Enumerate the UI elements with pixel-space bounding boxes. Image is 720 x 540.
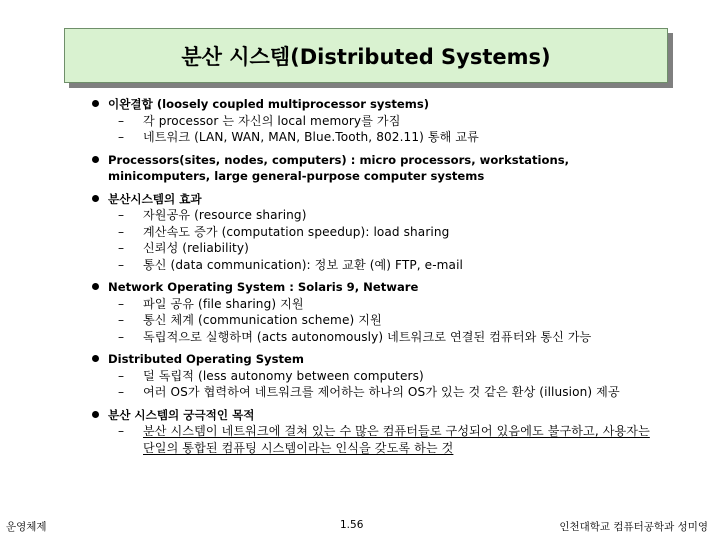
sub-list (108, 423, 663, 456)
footer-author: 인천대학교 컴퓨터공학과 성미영 (559, 521, 708, 533)
bullet-network-os (91, 279, 663, 345)
slide-title-box (64, 28, 668, 83)
sub-item: – 계산속도 증가 (computation speedup): load sharing (108, 224, 663, 241)
sub-list (108, 207, 663, 273)
sub-item: – 여러 OS가 협력하여 네트워크를 제어하는 하나의 OS가 있는 것 같은 환상 (illusion) 제공 (108, 384, 663, 401)
bullet-text: 이완결합 (loosely coupled multiprocessor systems) (108, 97, 430, 111)
bullet-effects (91, 191, 663, 274)
sub-item: – 자원공유 (resource sharing) (108, 207, 663, 224)
bullet-text: 분산시스템의 효과 (108, 191, 202, 206)
slide-title: 분산 시스템(Distributed Systems) (181, 44, 551, 69)
sub-list (108, 296, 663, 346)
sub-item: – 네트워크 (LAN, WAN, MAN, Blue.Tooth, 802.11) 통해 교류 (108, 129, 663, 146)
sub-list (108, 113, 663, 146)
bullet-text: Processors(sites, nodes, computers) : micro processors, workstations, minicomputers, large general-purpose computer systems (108, 152, 570, 183)
bullet-ultimate-goal (91, 407, 663, 457)
sub-item: – 통신 (data communication): 정보 교환 (예) FTP, e-mail (108, 257, 663, 274)
sub-item (108, 423, 663, 456)
sub-item: – 통신 체계 (communication scheme) 지원 (108, 312, 663, 329)
footer-course: 운영체제 (6, 521, 47, 533)
bullet-distributed-os (91, 351, 663, 401)
bullet-loosely-coupled (91, 96, 663, 146)
sub-item: – 각 processor 는 자신의 local memory를 가짐 (108, 113, 663, 130)
sub-item: – 신뢰성 (reliability) (108, 240, 663, 257)
slide-content (91, 96, 663, 456)
footer-page-number: 1.56 (340, 519, 364, 531)
bullet-text: 분산 시스템의 궁극적인 목적 (108, 407, 255, 422)
sub-item: – 파일 공유 (file sharing) 지원 (108, 296, 663, 313)
sub-item-text: 분산 시스템이 네트워크에 걸쳐 있는 수 많은 컴퓨터들로 구성되어 있음에도 불구하고, 사용자는 단일의 통합된 컴퓨팅 시스템이라는 인식을 갖도록 하는 것 (143, 424, 650, 455)
bullet-text: Network Operating System : Solaris 9, Netware (108, 280, 419, 294)
sub-list (108, 368, 663, 401)
bullet-processors (91, 152, 663, 185)
sub-item: – 덜 독립적 (less autonomy between computers) (108, 368, 663, 385)
sub-item: – 독립적으로 실행하며 (acts autonomously) 네트워크로 연결된 컴퓨터와 통신 가능 (108, 329, 663, 346)
bullet-text: Distributed Operating System (108, 352, 304, 366)
